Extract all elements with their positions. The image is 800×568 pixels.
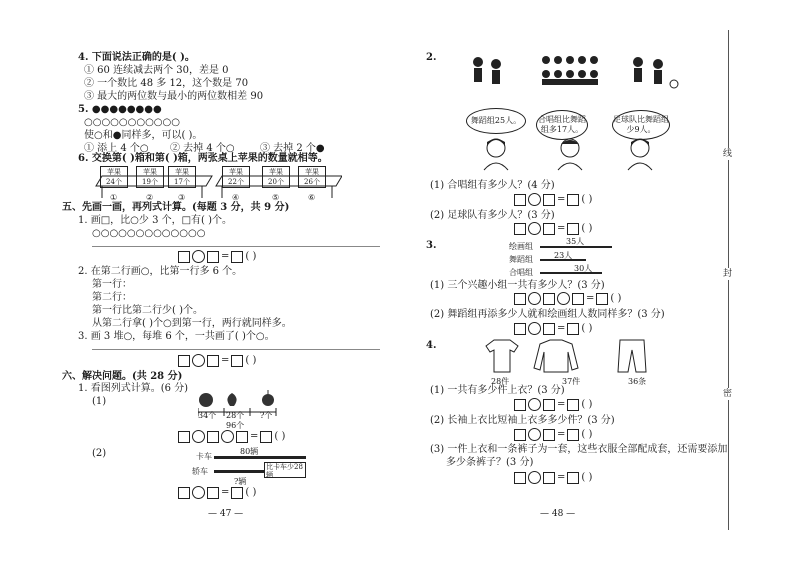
binding-line <box>728 30 729 530</box>
blank-box[interactable] <box>178 355 190 367</box>
s6-p2-equation: = ( ) <box>178 486 256 499</box>
r-q2-num: 2. <box>426 52 437 63</box>
r-q3-eq2: = ( ) <box>514 322 592 335</box>
bar-choir <box>540 272 602 274</box>
blank-box[interactable] <box>572 293 584 305</box>
s5-q2-l3: 第一行比第二行少( )个。 <box>92 305 203 316</box>
margin-label-3: 密 <box>723 389 733 399</box>
blank-circle[interactable] <box>528 471 541 484</box>
blank-box[interactable] <box>567 194 579 206</box>
q4-opt3: ③ 最大的两位数与最小的两位数相差 90 <box>84 91 264 102</box>
blank-box[interactable] <box>207 487 219 499</box>
blank-box[interactable] <box>207 355 219 367</box>
car-label: 轿车 <box>192 467 208 476</box>
blank-box[interactable] <box>178 251 190 263</box>
unit-blank: ( ) <box>610 293 622 304</box>
blank-box[interactable] <box>567 472 579 484</box>
blank-box[interactable] <box>207 251 219 263</box>
q5-opt1: ① 添上 4 个○ <box>84 143 149 154</box>
bubble-choir: 合唱组比舞蹈组多17人。 <box>536 110 588 140</box>
children-illustration <box>468 54 688 94</box>
s5-q2-l1: 第一行： <box>92 279 132 290</box>
blank-circle[interactable] <box>192 430 205 443</box>
bar-label-choir: 合唱组 <box>509 268 533 277</box>
unit-blank: ( ) <box>245 487 257 498</box>
blank-circle[interactable] <box>192 250 205 263</box>
blank-circle[interactable] <box>528 322 541 335</box>
s5-q3-equation: = ( ) <box>178 354 256 367</box>
q4-title: 4. 下面说法正确的是( )。 <box>78 52 195 63</box>
blank-box[interactable] <box>514 429 526 441</box>
car-bar <box>214 470 264 473</box>
fruit-icons <box>196 388 286 408</box>
q4-opt2: ② 一个数比 48 多 12，这个数是 70 <box>84 78 249 89</box>
r-q4-eq3: = ( ) <box>514 471 592 484</box>
crate-count: 17个 <box>174 178 190 186</box>
blank-box[interactable] <box>514 472 526 484</box>
blank-circle[interactable] <box>528 193 541 206</box>
s5-q1-circles: ○○○○○○○○○○○○○ <box>92 228 206 239</box>
blank-circle[interactable] <box>528 428 541 441</box>
apple-crate <box>222 166 250 188</box>
margin-label-2: 封 <box>723 269 733 279</box>
blank-circle[interactable] <box>221 430 234 443</box>
bar-val-choir: 30人 <box>574 264 593 273</box>
item-short-sleeve: 28件 <box>491 377 510 386</box>
fruit-label-1: 34个 <box>198 411 217 420</box>
blank-box[interactable] <box>207 431 219 443</box>
apple-crate <box>298 166 326 188</box>
apple-crate <box>262 166 290 188</box>
q5-title: 5. ●●●●●●●● <box>78 104 162 115</box>
crate-label: 苹果 <box>305 168 319 176</box>
s6-p1: (1) <box>92 396 107 407</box>
s6-q1: 1. 看图列式计算。(6 分) <box>78 383 189 394</box>
blank-box[interactable] <box>596 293 608 305</box>
blank-circle[interactable] <box>557 292 570 305</box>
r-q4-sub2: (2) 长袖上衣比短袖上衣多多少件？(3 分) <box>430 415 615 426</box>
crate-label: 苹果 <box>229 168 243 176</box>
s5-q2: 2. 在第二行画○，比第一行多 6 个。 <box>78 266 243 277</box>
blank-box[interactable] <box>231 251 243 263</box>
crate-label: 苹果 <box>143 168 157 176</box>
bar-label-dance: 舞蹈组 <box>509 255 533 264</box>
r-q4-sub1: (1) 一共有多少件上衣？(3 分) <box>430 385 565 396</box>
q5-opt3: ③ 去掉 2 个● <box>260 143 325 154</box>
blank-box[interactable] <box>543 323 555 335</box>
q4-opt1: ① 60 连续减去两个 30，差是 0 <box>84 65 229 76</box>
blank-box[interactable] <box>231 355 243 367</box>
blank-box[interactable] <box>236 431 248 443</box>
blank-box[interactable] <box>543 293 555 305</box>
q5-opt2: ② 去掉 4 个○ <box>170 143 235 154</box>
crate-number: ⑤ <box>272 193 280 202</box>
answer-line <box>92 246 380 247</box>
car-diff-note: 比卡车少28辆 <box>264 462 306 478</box>
s5-q1: 1. 画□，比○少 3 个，□有( )个。 <box>78 215 233 226</box>
s5-header: 五、先画一画，再列式计算。(每题 3 分，共 9 分) <box>62 202 290 213</box>
blank-box[interactable] <box>514 223 526 235</box>
crate-label: 苹果 <box>175 168 189 176</box>
s6-header: 六、解决问题。(共 28 分) <box>62 371 183 382</box>
truck-label: 卡车 <box>196 452 212 461</box>
blank-circle[interactable] <box>528 292 541 305</box>
unit-blank: ( ) <box>245 355 257 366</box>
r-q3-sub2: (2) 舞蹈组再添多少人就和绘画组人数同样多？(3 分) <box>430 309 665 320</box>
crate-count: 22个 <box>228 178 244 186</box>
s5-q2-l2: 第二行： <box>92 292 132 303</box>
answer-line <box>92 349 380 350</box>
margin-label-1: 线 <box>723 149 733 159</box>
blank-box[interactable] <box>260 431 272 443</box>
crate-number: ① <box>110 193 118 202</box>
crate-count: 26个 <box>304 178 320 186</box>
r-q3-eq1: = ( ) <box>514 292 621 305</box>
clothes-illustration <box>480 338 650 374</box>
blank-box[interactable] <box>178 431 190 443</box>
crate-number: ④ <box>232 193 240 202</box>
r-q3-sub1: (1) 三个兴趣小组一共有多少人？(3 分) <box>430 280 605 291</box>
unit-blank: ( ) <box>274 431 286 442</box>
s6-p1-equation: = ( ) <box>178 430 285 443</box>
right-page-number: — 48 — <box>540 509 576 519</box>
crate-label: 苹果 <box>107 168 121 176</box>
q5-circles: ○○○○○○○○○○○ <box>84 117 180 128</box>
unit-blank: ( ) <box>581 429 593 440</box>
blank-box[interactable] <box>543 194 555 206</box>
r-q2-sub1: (1) 合唱组有多少人？(4 分) <box>430 180 555 191</box>
bar-label-art: 绘画组 <box>509 242 533 251</box>
left-page-number: — 47 — <box>208 509 244 519</box>
r-q4-sub3a: (3) 一件上衣和一条裤子为一套，这些衣服全部配成套，还需要添加 <box>430 444 728 455</box>
fruit-label-3: ?个 <box>260 411 273 420</box>
apple-crate <box>168 166 196 188</box>
s5-q3: 3. 画 3 堆○，每堆 6 个，一共画了( )个○。 <box>78 331 275 342</box>
blank-box[interactable] <box>178 487 190 499</box>
blank-circle[interactable] <box>528 222 541 235</box>
blank-box[interactable] <box>567 223 579 235</box>
truck-bar <box>214 456 306 459</box>
blank-circle[interactable] <box>528 398 541 411</box>
s6-p2: (2) <box>92 448 107 459</box>
crate-count: 24个 <box>106 178 122 186</box>
q5-line: 使○和●同样多，可以( )。 <box>84 130 203 141</box>
unit-blank: ( ) <box>581 223 593 234</box>
r-q4-eq1: = ( ) <box>514 398 592 411</box>
s5-q1-equation: = ( ) <box>178 250 256 263</box>
blank-box[interactable] <box>514 194 526 206</box>
unit-blank: ( ) <box>581 472 593 483</box>
q6-title: 6. 交换第( )箱和第( )箱，两张桌上苹果的数量就相等。 <box>78 153 328 164</box>
bubble-football: 足球队比舞蹈组少9人。 <box>612 110 670 140</box>
item-pants: 36条 <box>628 377 647 386</box>
teachers-illustration <box>480 136 680 172</box>
blank-box[interactable] <box>567 429 579 441</box>
unit-blank: ( ) <box>581 323 593 334</box>
crate-number: ⑥ <box>308 193 316 202</box>
r-q2-eq1: = ( ) <box>514 193 592 206</box>
blank-box[interactable] <box>514 323 526 335</box>
bar-val-art: 35人 <box>566 237 585 246</box>
crate-number: ② <box>146 193 154 202</box>
blank-circle[interactable] <box>192 486 205 499</box>
blank-box[interactable] <box>567 323 579 335</box>
fruit-label-2: 28个 <box>226 411 245 420</box>
r-q2-sub2: (2) 足球队有多少人？(3 分) <box>430 210 555 221</box>
crate-number: ③ <box>178 193 186 202</box>
blank-box[interactable] <box>567 399 579 411</box>
bubble-dance: 舞蹈组25人。 <box>466 108 526 134</box>
s5-q2-l4: 从第二行拿( )个○到第一行，两行就同样多。 <box>92 318 292 329</box>
truck-value: 80辆 <box>240 447 259 456</box>
unit-blank: ( ) <box>581 194 593 205</box>
r-q3-num: 3. <box>426 240 437 251</box>
blank-box[interactable] <box>543 472 555 484</box>
crate-label: 苹果 <box>269 168 283 176</box>
blank-box[interactable] <box>514 399 526 411</box>
blank-box[interactable] <box>543 223 555 235</box>
r-q4-sub3b: 多少条裤子？(3 分) <box>446 457 534 468</box>
item-long-sleeve: 37件 <box>562 377 581 386</box>
crate-count: 20个 <box>268 178 284 186</box>
unit-blank: ( ) <box>245 251 257 262</box>
blank-box[interactable] <box>543 399 555 411</box>
bar-val-dance: 23人 <box>554 251 573 260</box>
apple-crate <box>100 166 128 188</box>
blank-circle[interactable] <box>192 354 205 367</box>
unit-blank: ( ) <box>581 399 593 410</box>
blank-box[interactable] <box>543 429 555 441</box>
fruit-total: 96个 <box>226 421 245 430</box>
r-q2-eq2: = ( ) <box>514 222 592 235</box>
r-q4-num: 4. <box>426 340 437 351</box>
blank-box[interactable] <box>231 487 243 499</box>
crate-count: 19个 <box>142 178 158 186</box>
r-q4-eq2: = ( ) <box>514 428 592 441</box>
apple-crate <box>136 166 164 188</box>
blank-box[interactable] <box>514 293 526 305</box>
car-question: ?辆 <box>234 477 247 486</box>
